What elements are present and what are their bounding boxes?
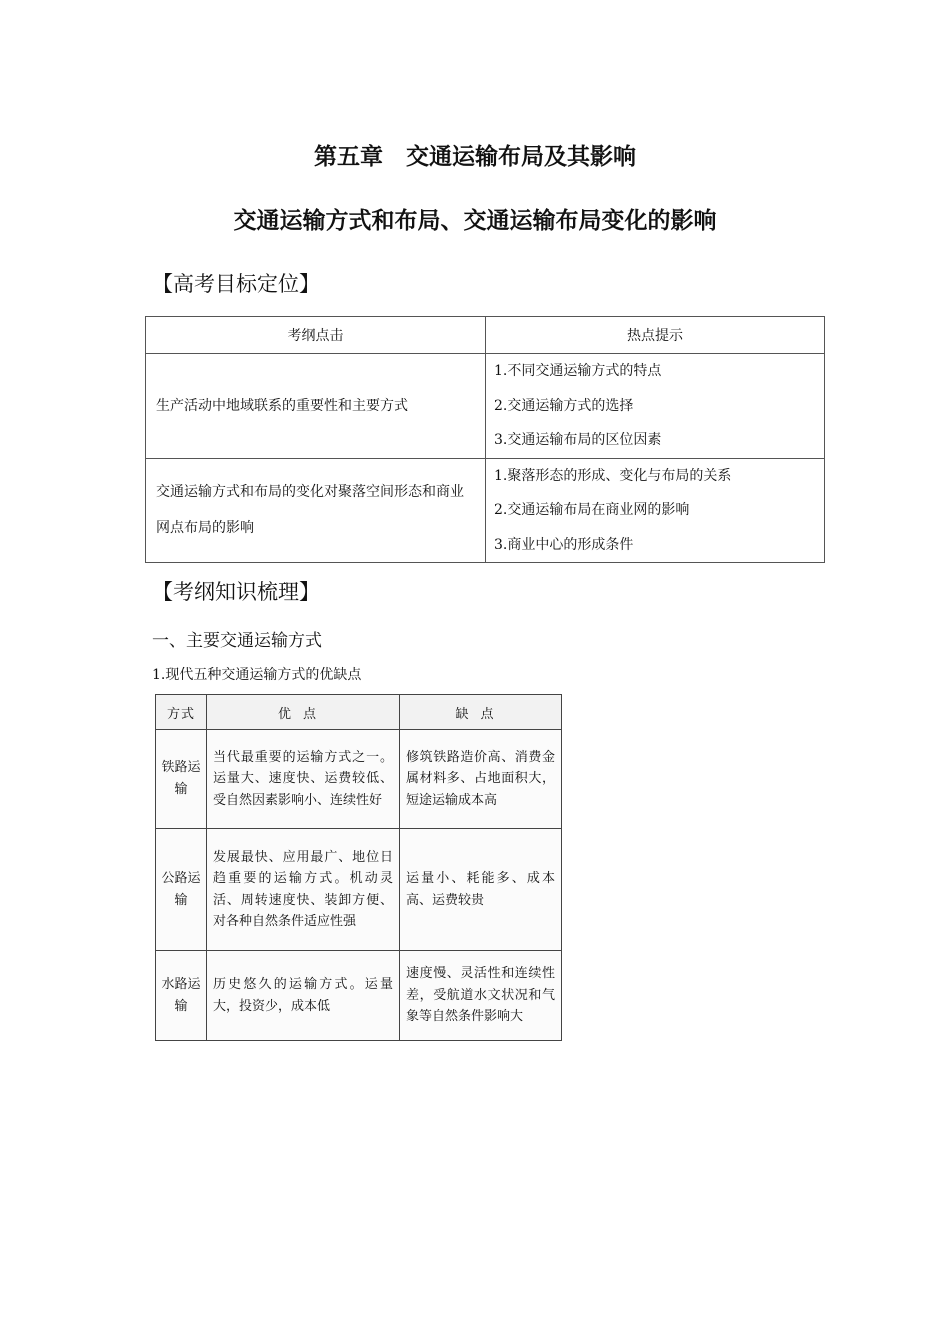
chapter-title: 第五章 交通运输布局及其影响 [314, 144, 636, 170]
table-header-row [146, 317, 825, 354]
section-heading-goals: 【高考目标定位】 [152, 272, 320, 296]
lesson-title: 交通运输方式和布局、交通运输布局变化的影响 [233, 208, 717, 234]
table-row [156, 951, 562, 1041]
table-header-row [156, 695, 562, 730]
hot-tip-item: 2.交通运输布局在商业网的影响 [494, 502, 690, 518]
subsection-heading: 一、主要交通运输方式 [152, 631, 322, 651]
section-heading-knowledge: 【考纲知识梳理】 [152, 580, 320, 604]
hot-tip-item: 1.不同交通运输方式的特点 [494, 363, 662, 379]
exam-outline-table [145, 316, 825, 563]
table-row [146, 354, 825, 459]
header-pros: 优点 [207, 695, 400, 730]
mode-name: 水路运输 [156, 951, 207, 1041]
mode-name: 公路运输 [156, 829, 207, 951]
header-hot-tips: 热点提示 [486, 317, 825, 354]
hot-tip-item: 3.商业中心的形成条件 [494, 536, 634, 553]
mode-cons: 速度慢、灵活性和连续性差，受航道水文状况和气象等自然条件影响大 [400, 951, 562, 1041]
item-heading: 1.现代五种交通运输方式的优缺点 [152, 667, 362, 683]
hot-tips-list [486, 354, 825, 459]
table-row [156, 829, 562, 951]
mode-pros: 历史悠久的运输方式。运量大，投资少，成本低 [207, 951, 400, 1041]
mode-pros: 发展最快、应用最广、地位日趋重要的运输方式。机动灵活、周转速度快、装卸方便、对各种自然条件适应性强 [207, 829, 400, 951]
outline-point: 生产活动中地域联系的重要性和主要方式 [146, 354, 486, 459]
mode-cons: 运量小、耗能多、成本高、运费较贵 [400, 829, 562, 951]
header-mode: 方式 [156, 695, 207, 730]
hot-tip-item: 1.聚落形态的形成、变化与布局的关系 [494, 467, 732, 484]
header-cons: 缺点 [400, 695, 562, 730]
mode-name: 铁路运输 [156, 730, 207, 829]
outline-point: 交通运输方式和布局的变化对聚落空间形态和商业网点布局的影响 [146, 458, 486, 563]
hot-tips-list [486, 458, 825, 563]
table-row [146, 458, 825, 563]
mode-cons: 修筑铁路造价高、消费金属材料多、占地面积大，短途运输成本高 [400, 730, 562, 829]
header-outline-points: 考纲点击 [146, 317, 486, 354]
hot-tip-item: 3.交通运输布局的区位因素 [494, 432, 662, 448]
table-row [156, 730, 562, 829]
transport-modes-table [155, 694, 562, 1041]
mode-pros: 当代最重要的运输方式之一。运量大、速度快、运费较低、受自然因素影响小、连续性好 [207, 730, 400, 829]
hot-tip-item: 2.交通运输方式的选择 [494, 397, 634, 414]
